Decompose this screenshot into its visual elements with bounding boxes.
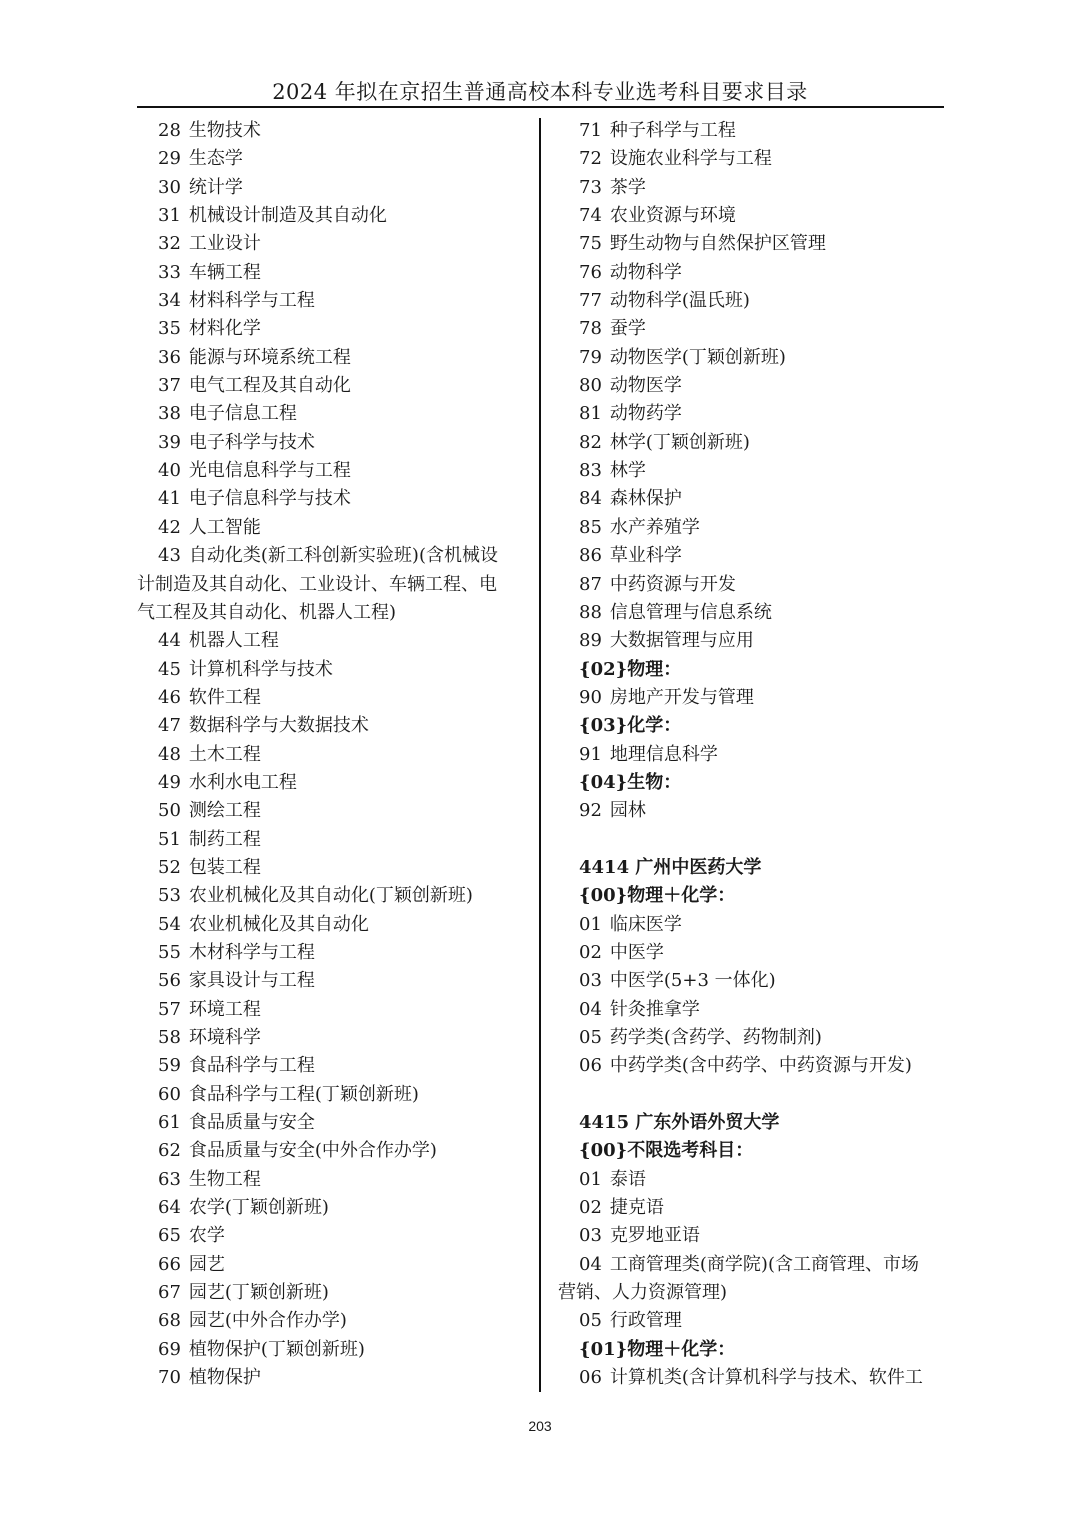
list-item: [558, 797, 950, 825]
item-number: 77: [579, 290, 602, 312]
item-text: 茶学: [609, 176, 646, 198]
list-item: [558, 344, 950, 372]
item-text: 能源与环境系统工程: [188, 346, 351, 368]
item-number: 02: [579, 941, 602, 963]
list-item: [137, 1194, 529, 1222]
item-number: 45: [158, 658, 181, 680]
item-text: 中药学类(含中药学、中药资源与开发): [609, 1055, 912, 1077]
list-item: [137, 1024, 529, 1052]
list-item: [137, 1279, 529, 1307]
header-rule: [137, 106, 944, 108]
item-number: 28: [158, 120, 181, 141]
item-number: 82: [579, 431, 602, 453]
item-text: 家具设计与工程: [188, 970, 315, 992]
item-number: 06: [579, 1367, 602, 1389]
item-number: 56: [158, 970, 181, 992]
list-item: [558, 1251, 950, 1279]
item-text: 材料化学: [188, 318, 261, 340]
list-item: [137, 145, 529, 173]
spacer: [558, 1081, 950, 1109]
item-number: 74: [579, 205, 602, 227]
item-text: 农学: [188, 1225, 225, 1247]
item-number: 73: [579, 176, 602, 198]
item-text: {01}物理＋化学：: [579, 1338, 736, 1360]
item-number: 30: [158, 176, 181, 198]
list-item: [558, 571, 950, 599]
item-number: 92: [579, 800, 602, 822]
list-item: [137, 230, 529, 258]
item-text: 信息管理与信息系统: [609, 601, 772, 623]
item-number: 91: [579, 743, 602, 765]
list-item: [137, 684, 529, 712]
list-item: [137, 1052, 529, 1080]
list-item: [137, 1364, 529, 1392]
item-text: 电气工程及其自动化: [188, 375, 351, 397]
item-text: 捷克语: [609, 1197, 664, 1219]
list-item: [137, 712, 529, 740]
item-text: {00}物理＋化学：: [579, 885, 736, 907]
item-number: 44: [158, 630, 181, 652]
item-text: 统计学: [188, 176, 243, 198]
list-item: [558, 485, 950, 513]
item-text: 材料科学与工程: [188, 290, 315, 312]
subject-requirement-heading: [558, 1137, 950, 1165]
school-heading: [558, 854, 950, 882]
item-number: 86: [579, 545, 602, 567]
list-item: [137, 967, 529, 995]
item-number: 03: [579, 970, 602, 992]
item-text: 计算机类(含计算机科学与技术、软件工: [609, 1367, 923, 1389]
list-item: [137, 542, 529, 570]
school-heading: [558, 1109, 950, 1137]
list-item: [558, 259, 950, 287]
list-item: [137, 939, 529, 967]
item-number: 05: [579, 1027, 602, 1048]
item-text: 大数据管理与应用: [609, 630, 754, 652]
item-text: 临床医学: [609, 913, 682, 935]
list-item: [558, 372, 950, 400]
item-text: 计制造及其自动化、工业设计、车辆工程、电: [137, 573, 497, 595]
item-number: 43: [158, 545, 181, 567]
left-column: [137, 117, 529, 1392]
list-item: [137, 627, 529, 655]
item-number: 85: [579, 516, 602, 538]
list-item: [558, 174, 950, 202]
item-number: 35: [158, 318, 181, 340]
item-text: 针灸推拿学: [609, 998, 700, 1020]
item-text: 测绘工程: [188, 800, 261, 822]
item-text: 动物医学: [609, 375, 682, 397]
list-item: [137, 429, 529, 457]
subject-requirement-heading: [558, 769, 950, 797]
list-item: [137, 202, 529, 230]
subject-requirement-heading: [558, 712, 950, 740]
item-text: 草业科学: [609, 545, 682, 567]
item-text: {02}物理：: [579, 658, 682, 680]
item-text: 自动化类(新工科创新实验班)(含机械设: [188, 545, 498, 567]
item-number: 31: [158, 205, 181, 227]
item-number: 02: [579, 1197, 602, 1219]
item-text: 园林: [609, 800, 646, 822]
page-number: 203: [528, 1418, 552, 1434]
list-item: [137, 882, 529, 910]
item-text: 中医学(5+3 一体化): [609, 970, 776, 992]
list-item: [558, 1364, 950, 1392]
subject-requirement-heading: [558, 1336, 950, 1364]
item-text: 工商管理类(商学院)(含工商管理、市场: [609, 1253, 919, 1275]
item-text: 机械设计制造及其自动化: [188, 205, 387, 227]
item-number: 03: [579, 1225, 602, 1247]
item-text: 4414 广州中医药大学: [579, 856, 762, 878]
item-text: 克罗地亚语: [609, 1225, 700, 1247]
item-text: 光电信息科学与工程: [188, 460, 351, 482]
item-text: 行政管理: [609, 1310, 682, 1332]
list-item: [558, 202, 950, 230]
list-item: [558, 967, 950, 995]
item-text: 动物医学(丁颖创新班): [609, 346, 786, 368]
item-text: 野生动物与自然保护区管理: [609, 233, 826, 255]
item-text: 环境工程: [188, 998, 261, 1020]
item-text: 水利水电工程: [188, 771, 297, 793]
item-number: 65: [158, 1225, 181, 1247]
item-text: 园艺(丁颖创新班): [188, 1282, 329, 1304]
subject-requirement-heading: [558, 882, 950, 910]
item-number: 50: [158, 800, 181, 822]
list-item: [137, 656, 529, 684]
item-text: 计算机科学与技术: [188, 658, 333, 680]
item-text: 食品科学与工程(丁颖创新班): [188, 1083, 419, 1105]
item-number: 32: [158, 233, 181, 255]
item-number: 01: [579, 1168, 602, 1190]
list-item: [558, 1052, 950, 1080]
item-text: 软件工程: [188, 686, 261, 708]
list-item: [558, 627, 950, 655]
item-number: 51: [158, 828, 181, 850]
item-text: 动物科学: [609, 261, 682, 283]
item-text: 中医学: [609, 941, 664, 963]
list-item: [137, 514, 529, 542]
item-number: 48: [158, 743, 181, 765]
list-item: [558, 1222, 950, 1250]
item-text: 食品科学与工程: [188, 1055, 315, 1077]
list-item: [137, 826, 529, 854]
item-number: 60: [158, 1083, 181, 1105]
list-item: [137, 1222, 529, 1250]
list-item: [137, 344, 529, 372]
item-text: 农业机械化及其自动化(丁颖创新班): [188, 885, 473, 907]
list-item: [558, 911, 950, 939]
item-number: 36: [158, 346, 181, 368]
item-text: 水产养殖学: [609, 516, 700, 538]
item-text: 药学类(含药学、药物制剂): [609, 1027, 822, 1048]
item-number: 57: [158, 998, 181, 1020]
item-number: 88: [579, 601, 602, 623]
item-number: 34: [158, 290, 181, 312]
list-item: [558, 230, 950, 258]
item-number: 06: [579, 1055, 602, 1077]
item-number: 49: [158, 771, 181, 793]
item-text: 地理信息科学: [609, 743, 718, 765]
list-item: [558, 1024, 950, 1052]
list-item: [558, 1279, 950, 1307]
list-item: [137, 571, 529, 599]
item-number: 42: [158, 516, 181, 538]
item-text: 工业设计: [188, 233, 261, 255]
item-text: 车辆工程: [188, 261, 261, 283]
list-item: [137, 996, 529, 1024]
list-item: [137, 1307, 529, 1335]
list-item: [558, 1194, 950, 1222]
item-number: 72: [579, 148, 602, 170]
list-item: [137, 117, 529, 145]
item-number: 64: [158, 1197, 181, 1219]
list-item: [558, 315, 950, 343]
item-number: 54: [158, 913, 181, 935]
item-number: 33: [158, 261, 181, 283]
item-text: {03}化学：: [579, 715, 682, 737]
list-item: [137, 1336, 529, 1364]
list-item: [558, 429, 950, 457]
item-number: 40: [158, 460, 181, 482]
list-item: [558, 684, 950, 712]
item-number: 47: [158, 715, 181, 737]
item-number: 38: [158, 403, 181, 425]
item-number: 81: [579, 403, 602, 425]
list-item: [137, 1109, 529, 1137]
list-item: [137, 911, 529, 939]
list-item: [558, 287, 950, 315]
item-number: 76: [579, 261, 602, 283]
list-item: [137, 400, 529, 428]
list-item: [558, 400, 950, 428]
item-text: 木材科学与工程: [188, 941, 315, 963]
right-column: [558, 117, 950, 1392]
item-text: 园艺(中外合作办学): [188, 1310, 347, 1332]
list-item: [137, 485, 529, 513]
item-text: 园艺: [188, 1253, 225, 1275]
item-text: 森林保护: [609, 488, 682, 510]
list-item: [137, 1251, 529, 1279]
item-text: 生态学: [188, 148, 243, 170]
list-item: [137, 599, 529, 627]
item-text: 林学: [609, 460, 646, 482]
item-text: {00}不限选考科目：: [579, 1140, 754, 1162]
item-number: 59: [158, 1055, 181, 1077]
list-item: [558, 741, 950, 769]
item-text: 生物技术: [188, 120, 261, 141]
item-number: 29: [158, 148, 181, 170]
item-text: 生物工程: [188, 1168, 261, 1190]
list-item: [137, 854, 529, 882]
item-number: 55: [158, 941, 181, 963]
list-item: [558, 117, 950, 145]
item-text: 农学(丁颖创新班): [188, 1197, 329, 1219]
item-text: 种子科学与工程: [609, 120, 736, 141]
item-number: 61: [158, 1112, 181, 1134]
list-item: [558, 542, 950, 570]
list-item: [137, 1137, 529, 1165]
list-item: [137, 741, 529, 769]
item-number: 67: [158, 1282, 181, 1304]
item-number: 04: [579, 998, 602, 1020]
list-item: [558, 457, 950, 485]
item-text: 蚕学: [609, 318, 646, 340]
item-text: 4415 广东外语外贸大学: [579, 1112, 780, 1134]
list-item: [137, 315, 529, 343]
item-number: 58: [158, 1027, 181, 1048]
item-number: 89: [579, 630, 602, 652]
item-number: 62: [158, 1140, 181, 1162]
item-number: 66: [158, 1253, 181, 1275]
column-divider: [539, 118, 541, 1392]
item-number: 80: [579, 375, 602, 397]
item-text: 农业机械化及其自动化: [188, 913, 369, 935]
item-text: 林学(丁颖创新班): [609, 431, 750, 453]
item-number: 63: [158, 1168, 181, 1190]
item-text: 设施农业科学与工程: [609, 148, 772, 170]
list-item: [558, 1166, 950, 1194]
item-number: 39: [158, 431, 181, 453]
list-item: [137, 174, 529, 202]
item-number: 70: [158, 1367, 181, 1389]
item-text: 植物保护(丁颖创新班): [188, 1338, 365, 1360]
item-text: 房地产开发与管理: [609, 686, 754, 708]
item-text: 植物保护: [188, 1367, 261, 1389]
item-text: 营销、人力资源管理): [558, 1282, 728, 1304]
list-item: [137, 1081, 529, 1109]
item-text: 中药资源与开发: [609, 573, 736, 595]
list-item: [558, 145, 950, 173]
item-number: 84: [579, 488, 602, 510]
item-number: 78: [579, 318, 602, 340]
list-item: [558, 514, 950, 542]
list-item: [137, 287, 529, 315]
item-text: 气工程及其自动化、机器人工程): [137, 601, 397, 623]
item-text: 食品质量与安全(中外合作办学): [188, 1140, 437, 1162]
item-text: 包装工程: [188, 856, 261, 878]
spacer: [558, 826, 950, 854]
item-number: 71: [579, 120, 602, 141]
item-text: 电子信息工程: [188, 403, 297, 425]
item-number: 79: [579, 346, 602, 368]
item-number: 05: [579, 1310, 602, 1332]
list-item: [558, 996, 950, 1024]
subject-requirement-heading: [558, 656, 950, 684]
item-number: 37: [158, 375, 181, 397]
list-item: [558, 599, 950, 627]
list-item: [137, 372, 529, 400]
item-number: 52: [158, 856, 181, 878]
item-text: 电子信息科学与技术: [188, 488, 351, 510]
list-item: [558, 939, 950, 967]
item-number: 46: [158, 686, 181, 708]
item-number: 69: [158, 1338, 181, 1360]
item-text: 动物药学: [609, 403, 682, 425]
item-text: {04}生物：: [579, 771, 682, 793]
item-number: 01: [579, 913, 602, 935]
item-number: 04: [579, 1253, 602, 1275]
item-number: 75: [579, 233, 602, 255]
list-item: [137, 769, 529, 797]
list-item: [137, 457, 529, 485]
item-text: 食品质量与安全: [188, 1112, 315, 1134]
item-text: 动物科学(温氏班): [609, 290, 750, 312]
item-number: 90: [579, 686, 602, 708]
list-item: [137, 797, 529, 825]
item-text: 电子科学与技术: [188, 431, 315, 453]
item-text: 农业资源与环境: [609, 205, 736, 227]
item-text: 机器人工程: [188, 630, 279, 652]
item-text: 环境科学: [188, 1027, 261, 1048]
item-number: 68: [158, 1310, 181, 1332]
item-number: 53: [158, 885, 181, 907]
item-text: 制药工程: [188, 828, 261, 850]
item-number: 41: [158, 488, 181, 510]
list-item: [558, 1307, 950, 1335]
page-title: 2024 年拟在京招生普通高校本科专业选考科目要求目录: [272, 80, 808, 104]
item-number: 87: [579, 573, 602, 595]
item-number: 83: [579, 460, 602, 482]
item-text: 人工智能: [188, 516, 261, 538]
list-item: [137, 1166, 529, 1194]
item-text: 土木工程: [188, 743, 261, 765]
item-text: 泰语: [609, 1168, 646, 1190]
list-item: [137, 259, 529, 287]
item-text: 数据科学与大数据技术: [188, 715, 369, 737]
